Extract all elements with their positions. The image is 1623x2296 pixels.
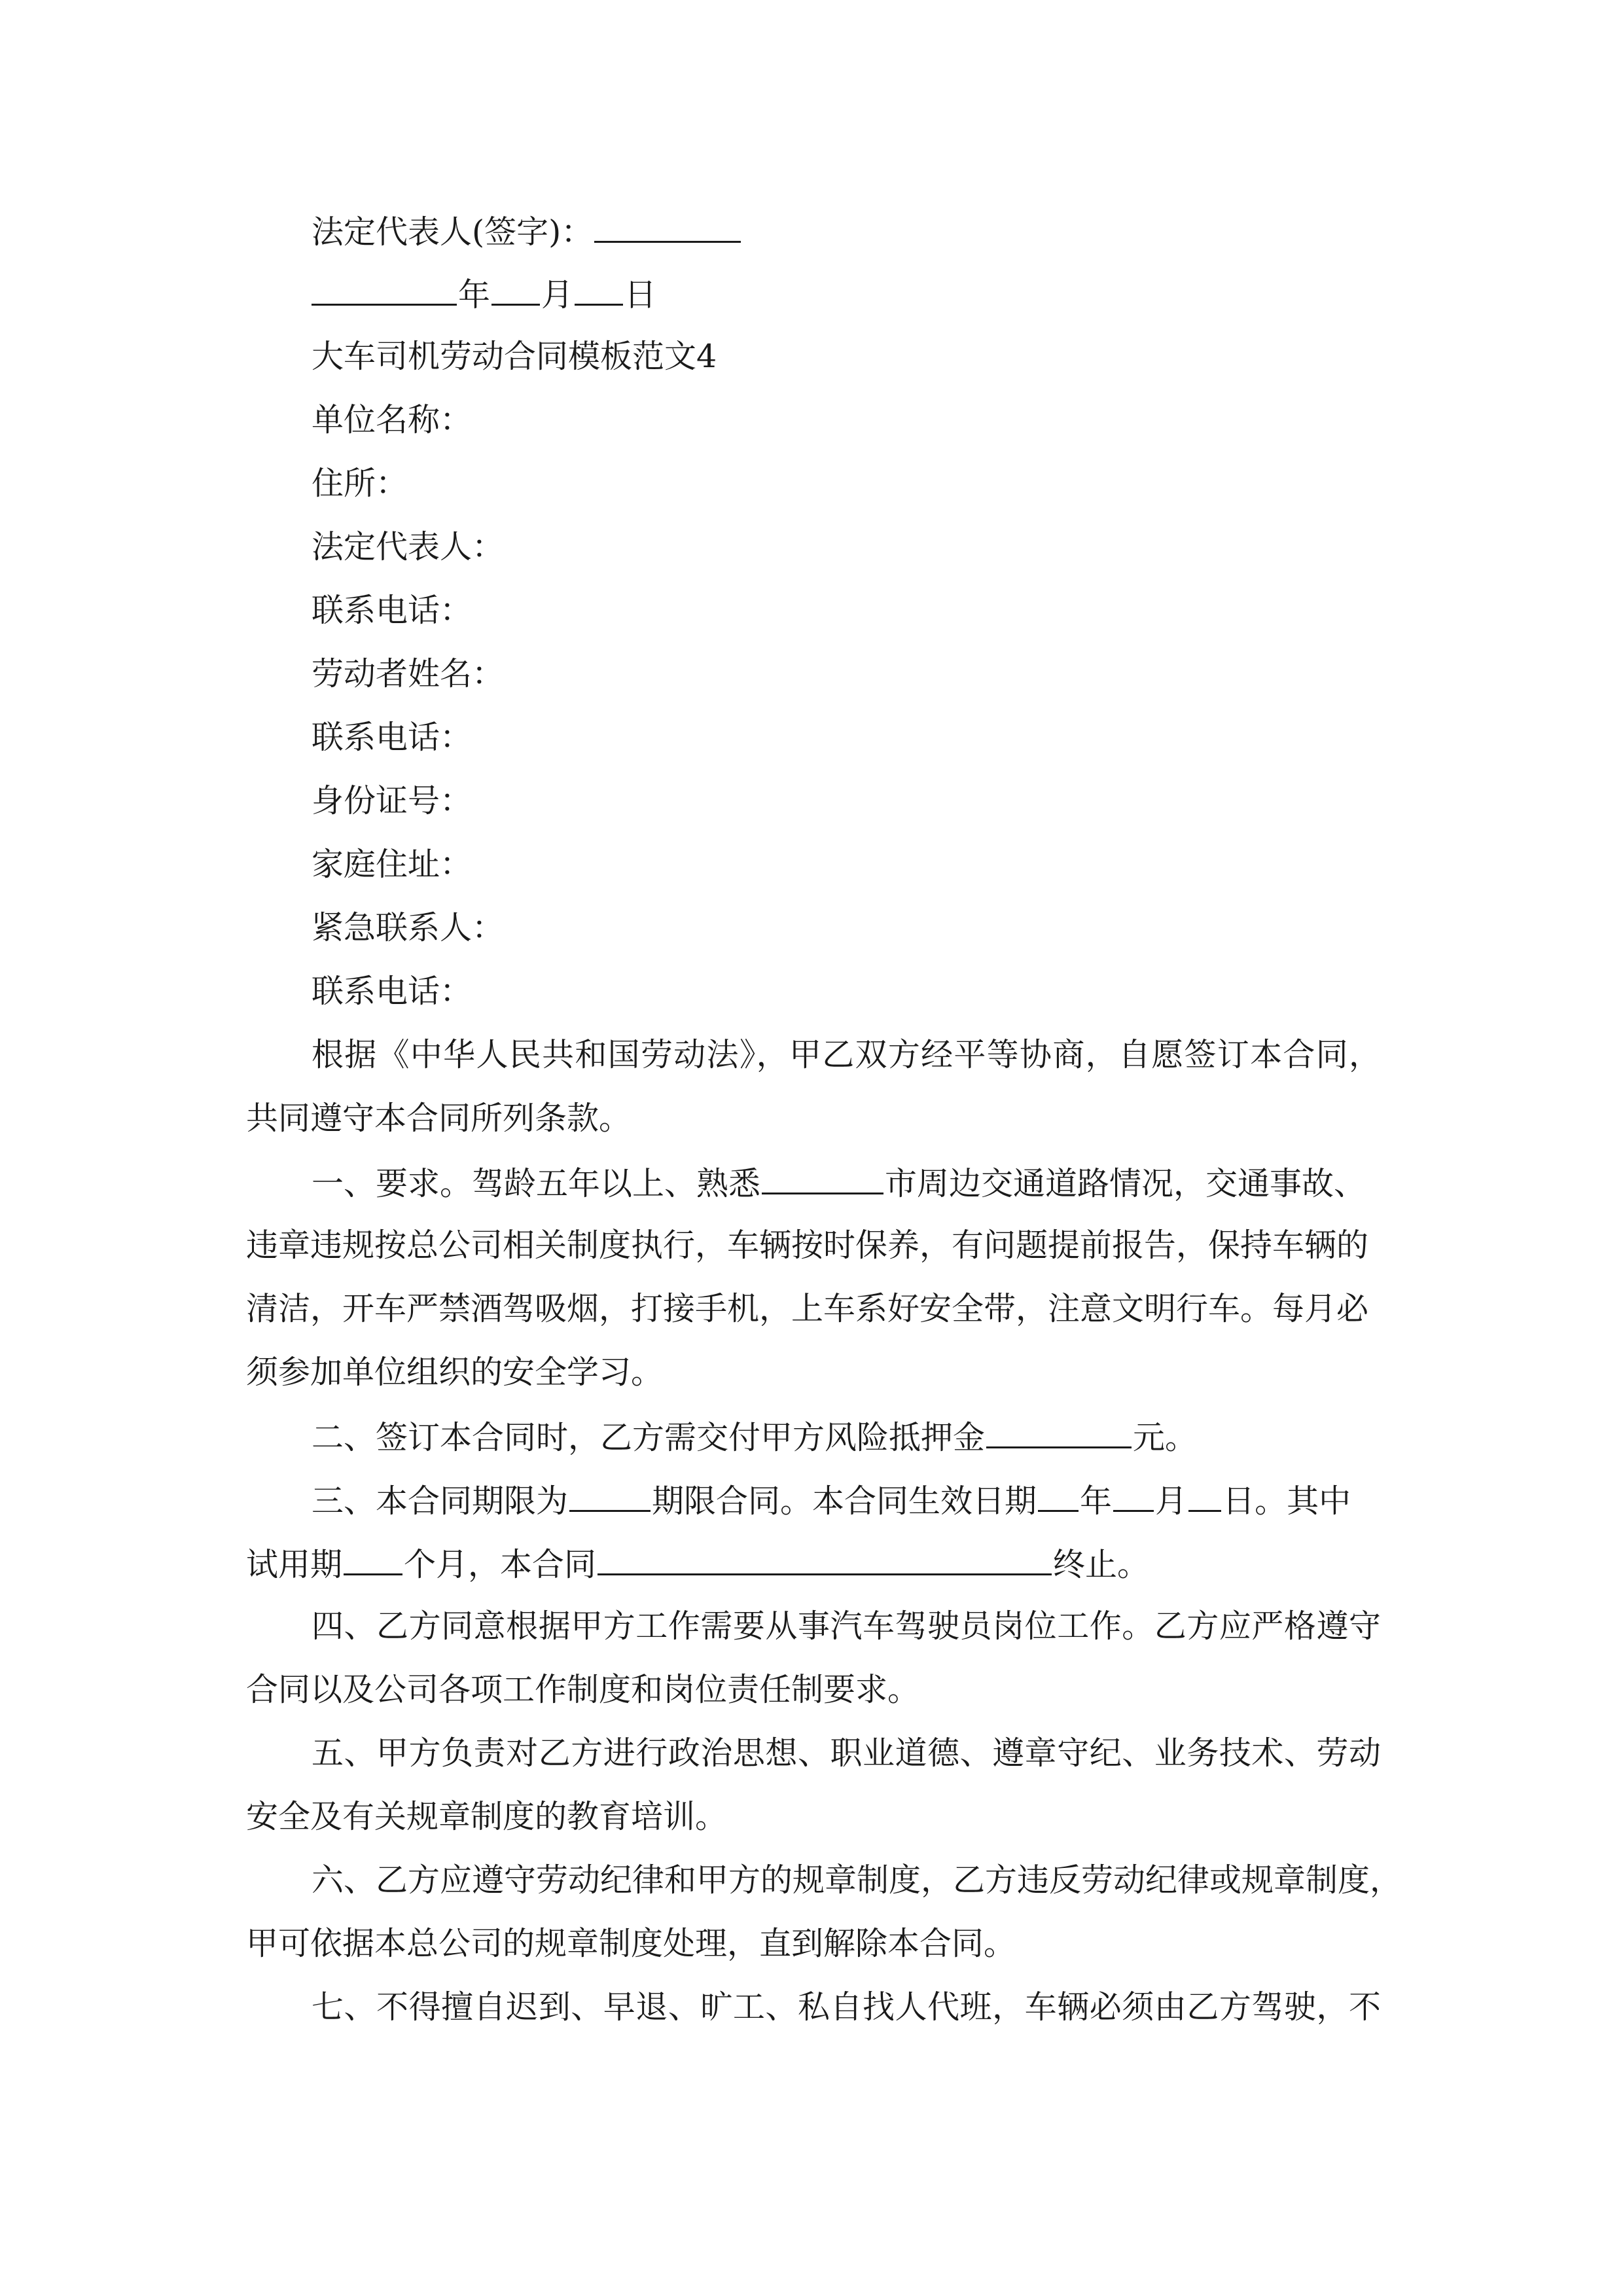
clause-3-line-2 <box>246 1543 1149 1585</box>
year-blank <box>312 274 457 306</box>
clause-1-line-3: 清洁，开车严禁酒驾吸烟，打接手机，上车系好安全带，注意文明行车。每月必 <box>246 1290 1369 1327</box>
clause-3-month-char: 月 <box>1155 1482 1188 1520</box>
field-company-name: 单位名称： <box>312 401 473 439</box>
clause-4-line-2: 合同以及公司各项工作制度和岗位责任制要求。 <box>246 1671 920 1708</box>
clause-1-text-a: 一、要求。驾龄五年以上、熟悉 <box>312 1165 761 1202</box>
field-home-address: 家庭住址： <box>312 846 473 883</box>
day-char: 日 <box>624 276 657 314</box>
field-worker-phone: 联系电话： <box>312 719 473 756</box>
effective-year-blank <box>1038 1480 1079 1512</box>
clause-2-line-1 <box>312 1416 1197 1458</box>
clause-1-text-b: 市周边交通道路情况，交通事故、 <box>885 1165 1366 1202</box>
field-emergency-phone: 联系电话： <box>312 973 473 1010</box>
probation-months-blank <box>344 1543 402 1575</box>
field-worker-name: 劳动者姓名： <box>312 655 505 692</box>
clause-2-text-a: 二、签订本合同时，乙方需交付甲方风险抵押金 <box>312 1419 986 1456</box>
city-blank <box>762 1162 883 1194</box>
clause-1-line-4: 须参加单位组织的安全学习。 <box>246 1354 664 1391</box>
clause-3-text-g: 个月，本合同 <box>404 1546 597 1583</box>
term-blank <box>569 1480 651 1512</box>
preamble-line-1: 根据《中华人民共和国劳动法》，甲乙双方经平等协商，自愿签订本合同， <box>312 1036 1381 1073</box>
document-title: 大车司机劳动合同模板范文4 <box>312 338 717 375</box>
month-char: 月 <box>541 276 574 314</box>
field-company-phone: 联系电话： <box>312 592 473 629</box>
signature-blank <box>594 211 741 243</box>
clause-7-line-1: 七、不得擅自迟到、早退、旷工、私自找人代班，车辆必须由乙方驾驶，不 <box>312 1988 1381 2026</box>
clause-3-text-f: 试用期 <box>246 1546 343 1583</box>
month-blank <box>491 274 540 306</box>
clause-3-text-a: 三、本合同期限为 <box>312 1482 569 1520</box>
day-blank <box>575 274 623 306</box>
clause-3-line-1 <box>312 1480 1351 1521</box>
date-line <box>312 274 656 315</box>
clause-4-line-1: 四、乙方同意根据甲方工作需要从事汽车驾驶员岗位工作。乙方应严格遵守 <box>312 1607 1381 1645</box>
clause-3-text-b: 期限合同。本合同生效日期 <box>652 1482 1037 1520</box>
clause-3-text-e: 日。其中 <box>1222 1482 1351 1520</box>
effective-day-blank <box>1188 1480 1221 1512</box>
clause-1-line-2: 违章违规按总公司相关制度执行，车辆按时保养，有问题提前报告，保持车辆的 <box>246 1227 1369 1264</box>
clause-5-line-1: 五、甲方负责对乙方进行政治思想、职业道德、遵章守纪、业务技术、劳动 <box>312 1734 1381 1772</box>
field-emergency-contact: 紧急联系人： <box>312 909 505 946</box>
field-address: 住所： <box>312 465 408 502</box>
legal-rep-signature-line <box>312 211 742 252</box>
clause-5-line-2: 安全及有关规章制度的教育培训。 <box>246 1798 728 1835</box>
clause-6-line-1: 六、乙方应遵守劳动纪律和甲方的规章制度，乙方违反劳动纪律或规章制度， <box>312 1861 1402 1899</box>
deposit-blank <box>986 1416 1132 1448</box>
field-id-number: 身份证号： <box>312 782 473 819</box>
effective-month-blank <box>1113 1480 1154 1512</box>
clause-6-line-2: 甲可依据本总公司的规章制度处理，直到解除本合同。 <box>246 1925 1016 1962</box>
termination-blank <box>597 1543 1052 1575</box>
clause-1-line-1 <box>312 1162 1366 1204</box>
clause-3-year-char: 年 <box>1080 1482 1113 1520</box>
year-char: 年 <box>458 276 491 314</box>
preamble-line-2: 共同遵守本合同所列条款。 <box>246 1100 632 1137</box>
legal-rep-sign-label: 法定代表人(签字)： <box>312 213 594 251</box>
field-legal-rep: 法定代表人： <box>312 528 505 565</box>
clause-2-text-b: 元。 <box>1133 1419 1198 1456</box>
clause-3-text-h: 终止。 <box>1053 1546 1150 1583</box>
